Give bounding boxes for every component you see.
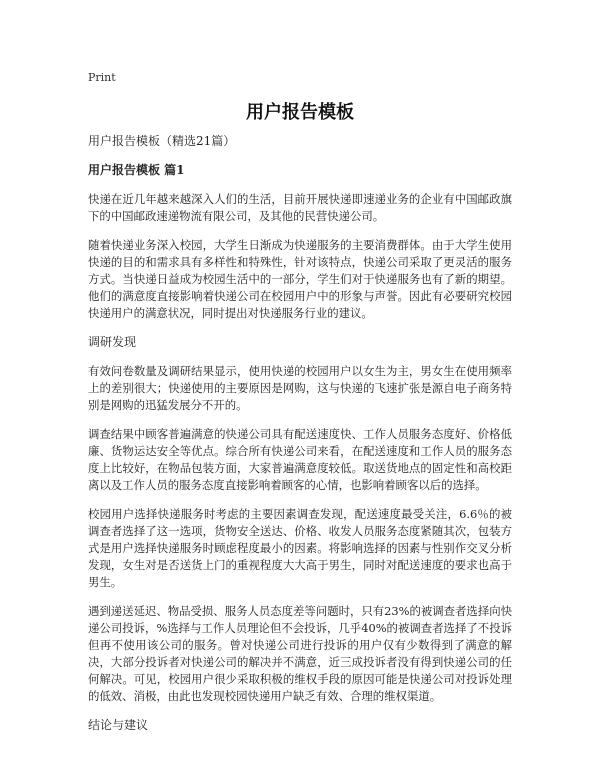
conclusion-heading: 结论与建议 — [88, 718, 149, 732]
document-body — [88, 133, 512, 746]
findings-paragraph: 遇到递送延迟、物品受损、服务人员态度差等问题时，只有23%的被调查者选择向快递公司投诉，%选择与工作人员理论但不会投诉，几乎40%的被调查者选择了不投诉但再不使用该公司的服务。曾对快递公司进行投诉的用户仅有少数得到了满意的解决，大部分投诉者对快递公司的解决并不满意，近三成投诉者没有得到快递公司的任何解决。可见，校园用户很少采取积极的维权手段的原因可能是快递公司对投诉处理的低效、消极，由此也发现校园快递用户缺乏有效、合理的维权渠道。 — [88, 604, 512, 703]
intro-paragraph: 快递在近几年越来越深入人们的生活，目前开展快递即速递业务的企业有中国邮政旗下的中国邮政速递物流有限公司，及其他的民营快递公司。 — [88, 192, 512, 223]
document-subtitle: 用户报告模板（精选21篇） — [88, 134, 236, 148]
intro-paragraph: 随着快递业务深入校园，大学生日渐成为快递服务的主要消费群体。由于大学生使用快递的目的和需求具有多样性和特殊性，针对该特点，快递公司采取了更灵活的服务方式。当快递日益成为校园生活中的一部分，学生们对于快递服务也有了新的期望。他们的满意度直接影响着快递公司在校园用户中的形象与声誉。因此有必要研究校园快递用户的满意状况，同时提出对快递服务行业的建议。 — [88, 238, 512, 320]
findings-paragraph: 调查结果中顾客普遍满意的快递公司具有配送速度快、工作人员服务态度好、价格低廉、货物运达安全等优点。综合所有快递公司来看，在配送速度和工作人员的服务态度上比较好，在物品包装方面，大家普遍满意度较低。取送货地点的固定性和高校距离以及工作人员的服务态度直接影响着顾客的心情，也影响着顾客以后的选择。 — [88, 427, 512, 492]
findings-heading: 调研发现 — [88, 335, 137, 349]
findings-paragraph: 有效问卷数量及调研结果显示，使用快递的校园用户以女生为主，男女生在使用频率上的差别很大；快递使用的主要原因是网购，这与快递的飞速扩张是源自电子商务特别是网购的迅猛发展分不开的。 — [88, 364, 512, 412]
print-link[interactable]: Print — [88, 71, 116, 84]
findings-paragraph: 校园用户选择快递服务时考虑的主要因素调查发现，配送速度最受关注，6.6％的被调查者选择了这一选项，货物安全送达、价格、收发人员服务态度紧随其次，包装方式是用户选择快递服务时顾虑程度最小的因素。将影响选择的因素与性别作交叉分析发现，女生对是否送货上门的重视程度大大高于男生，同时对配送速度的要求也高于男生。 — [88, 507, 512, 589]
section-heading: 用户报告模板 篇1 — [88, 163, 185, 177]
document-title: 用户报告模板 — [246, 102, 354, 123]
